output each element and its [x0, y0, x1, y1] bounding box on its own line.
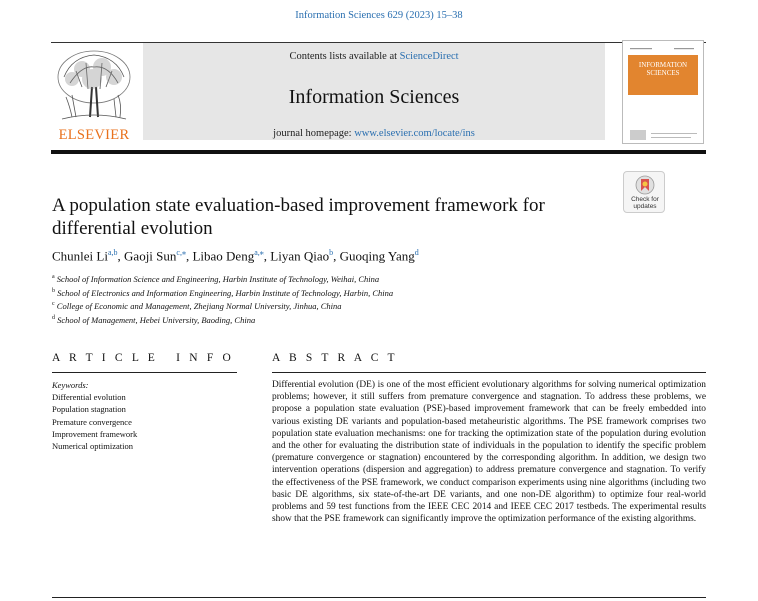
- abstract-heading: A B S T R A C T: [272, 352, 398, 364]
- affiliation-text: School of Electronics and Information Engineering, Harbin Institute of Technology, Harbin, China: [57, 287, 394, 298]
- author-name[interactable]: Libao Deng: [192, 248, 255, 264]
- journal-homepage-link[interactable]: www.elsevier.com/locate/ins: [354, 128, 475, 139]
- author-separator: ,: [117, 248, 125, 264]
- keyword-item: Differential evolution: [52, 392, 126, 403]
- affiliation-list: [52, 272, 612, 327]
- masthead-bottom-rule: [51, 150, 706, 154]
- affiliation-marker: b: [52, 287, 55, 294]
- cover-footer-lines: [651, 131, 699, 141]
- keyword-item: Population stagnation: [52, 404, 126, 415]
- affiliation-text: School of Information Science and Engineering, Harbin Institute of Technology, Weihai, China: [56, 273, 380, 284]
- abstract-rule: [272, 372, 706, 373]
- author-separator: ,: [263, 248, 271, 264]
- check-for-updates-badge[interactable]: [623, 171, 665, 213]
- article-info-heading: A R T I C L E I N F O: [52, 352, 235, 364]
- affiliation-text: School of Management, Hebei University, Baoding, China: [57, 314, 256, 325]
- sciencedirect-link[interactable]: ScienceDirect: [399, 51, 459, 62]
- keywords-label: Keywords:: [52, 380, 89, 390]
- author-affiliation-marker: d: [414, 248, 419, 257]
- author-affiliation-marker: b: [329, 248, 334, 257]
- author-separator: ,: [185, 248, 193, 264]
- keyword-item: Premature convergence: [52, 416, 132, 427]
- affiliation-item: [52, 286, 612, 300]
- contents-prefix: Contents lists available at: [289, 51, 400, 62]
- cover-header-lines: [628, 45, 698, 55]
- affiliation-item: [52, 313, 612, 327]
- author-affiliation-marker: a,b: [107, 248, 118, 257]
- homepage-prefix: journal homepage:: [273, 128, 355, 139]
- author-affiliation-marker: a,⁎: [254, 248, 264, 257]
- homepage-line: [143, 128, 605, 139]
- affiliation-marker: a: [52, 274, 55, 280]
- cover-title: INFORMATION SCIENCES: [628, 55, 698, 95]
- journal-citation: Information Sciences 629 (2023) 15–38: [295, 10, 463, 21]
- publisher-logo-text: ELSEVIER: [58, 127, 130, 143]
- author-affiliation-marker: c,⁎: [176, 248, 186, 257]
- affiliation-item: [52, 299, 612, 313]
- journal-cover-thumbnail: [622, 40, 704, 144]
- updates-ribbon-icon: [635, 175, 655, 195]
- elsevier-tree-logo: [52, 47, 136, 127]
- contents-line: [143, 51, 605, 62]
- author-list: [52, 248, 652, 264]
- author-name[interactable]: Liyan Qiao: [270, 248, 330, 264]
- keywords-block: [52, 379, 237, 452]
- affiliation-item: [52, 272, 612, 286]
- updates-badge-text: Check for updates: [631, 196, 659, 210]
- page-bottom-rule: [52, 597, 706, 598]
- keyword-item: Numerical optimization: [52, 441, 133, 452]
- affiliation-marker: c: [52, 301, 55, 308]
- abstract-text: Differential evolution (DE) is one of the most efficient evolutionary algorithms for solving numerical optimization problems; however, it still suffers from premature convergence and stagnation. To address these problems, we propose a population state evaluation (PSE)-based improvement framework that can be freely embedded into various existing DE variants and population-based metaheuristic algorithms. The PSE framework comprises two population state evaluation mechanisms: one for tracking the optimization state of the population during evolution and the other for evaluating the distribution state of individuals in the population to identify the specific problem (premature convergence or stagnation) encountered by the corresponding algorithm. In addition, we design two intervention operations (dispersion and aggregation) to address premature convergence and stagnation. To verify the effectiveness of the PSE framework, we conduct comparison experiments using nine algorithms (including two basic DE algorithms, six state-of-the-art DE variants, and one non-DE algorithm) to optimize four real-world problems and 59 test functions from the IEEE CEC 2014 and IEEE CEC 2017 testbeds. The experimental results show that the PSE framework can significantly improve the optimization performance of the existing algorithms.: [272, 380, 706, 525]
- author-separator: ,: [333, 248, 340, 264]
- affiliation-text: College of Economic and Management, Zhejiang Normal University, Jinhua, China: [56, 301, 342, 312]
- article-title: A population state evaluation-based improvement framework for differential evolution: [52, 195, 545, 239]
- keyword-item: Improvement framework: [52, 428, 138, 439]
- author-name[interactable]: Chunlei Li: [52, 248, 108, 264]
- journal-title: Information Sciences: [288, 86, 460, 108]
- affiliation-marker: d: [52, 314, 55, 321]
- author-name[interactable]: Gaoji Sun: [124, 248, 177, 264]
- author-name[interactable]: Guoqing Yang: [339, 248, 415, 264]
- article-info-rule: [52, 372, 237, 373]
- cover-elsevier-icon: [629, 129, 647, 141]
